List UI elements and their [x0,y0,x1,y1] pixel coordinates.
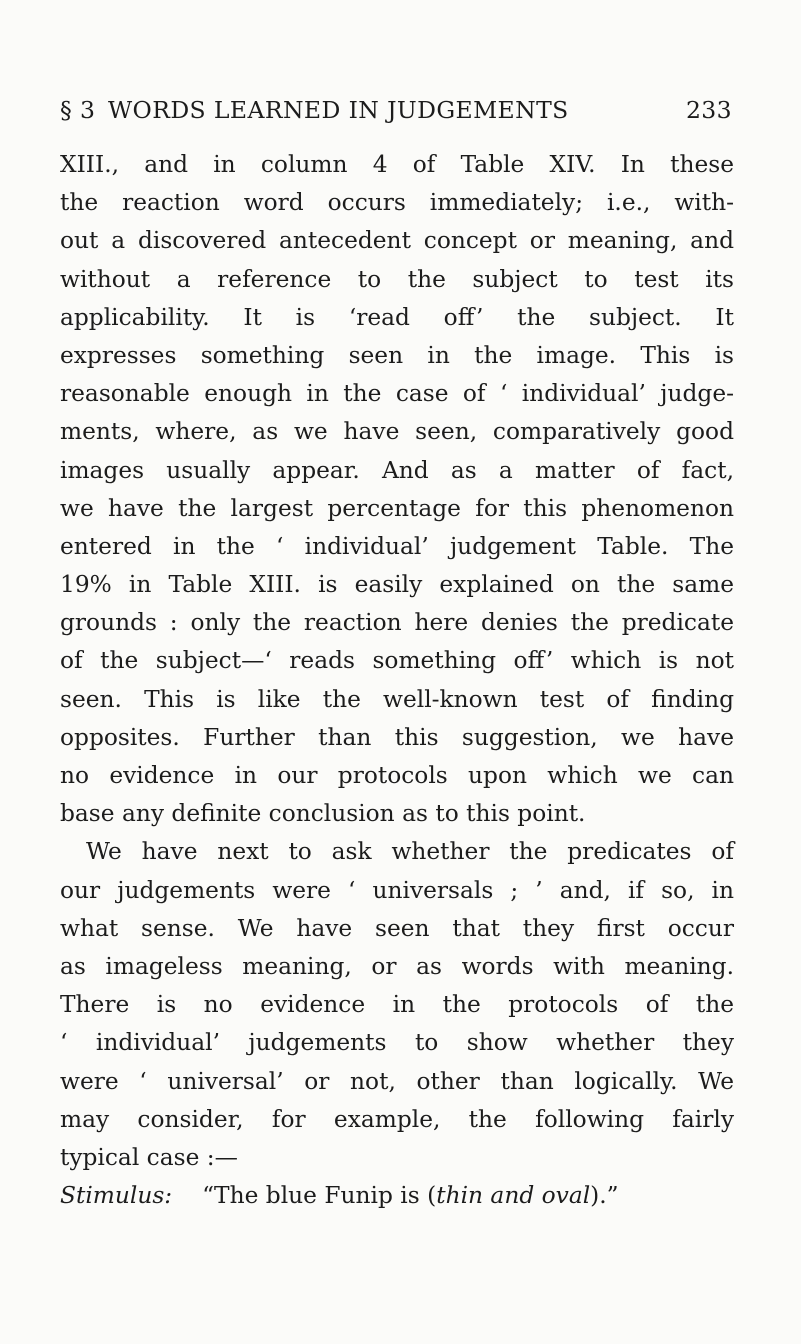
section-number: § 3 [60,96,96,124]
text-line: reasonable enough in the case of ‘ individual’ judge- [60,380,734,408]
stimulus-quote-close: ).” [590,1182,619,1210]
text-line: grounds : only the reaction here denies the predicate [60,609,734,637]
stimulus-label: Stimulus: [60,1182,173,1210]
body-text [60,146,734,1215]
stimulus-line [60,1177,734,1215]
text-line: were ‘ universal’ or not, other than logically. We [60,1067,734,1095]
text-line: images usually appear. And as a matter of fact, [60,456,734,484]
stimulus-italic: thin and oval [436,1182,591,1210]
text-line: XIII., and in column 4 of Table XIV. In these [60,151,734,178]
text-line: we have the largest percentage for this phenomenon [60,494,734,522]
text-line: no evidence in our protocols upon which we can [60,762,734,789]
text-line: There is no evidence in the protocols of the [60,991,734,1019]
text-line: ‘ individual’ judgements to show whether they [60,1029,734,1057]
text-line: may consider, for example, the following fairly [60,1105,734,1133]
text-line: without a reference to the subject to test its [60,265,734,293]
text-line: entered in the ‘ individual’ judgement Table. The [60,532,734,560]
text-line: We have next to ask whether the predicates of [86,838,734,866]
page-number: 233 [685,96,732,124]
text-line: opposites. Further than this suggestion, we have [60,723,734,751]
text-line: out a discovered antecedent concept or meaning, and [60,227,734,255]
text-line: 19% in Table XIII. is easily explained on the same [60,571,734,599]
running-title: WORDS LEARNED IN JUDGEMENTS [108,96,569,124]
text-line: base any definite conclusion as to this point. [60,800,586,828]
text-line: expresses something seen in the image. This is [60,341,734,369]
text-line: seen. This is like the well-known test of finding [60,685,734,713]
text-line: the reaction word occurs immediately; i.e., with- [60,189,734,217]
text-line: typical case :— [60,1143,238,1171]
text-line: ments, where, as we have seen, comparatively good [60,418,734,446]
text-line: applicability. It is ‘read off’ the subject. It [60,303,734,331]
stimulus-quote-open: “The blue Funip is ( [202,1182,437,1210]
text-line: what sense. We have seen that they first occur [60,914,734,942]
text-line: our judgements were ‘ universals ; ’ and, if so, in [60,876,734,904]
text-line: as imageless meaning, or as words with meaning. [60,952,734,980]
text-line: of the subject—‘ reads something off’ which is not [60,647,734,675]
